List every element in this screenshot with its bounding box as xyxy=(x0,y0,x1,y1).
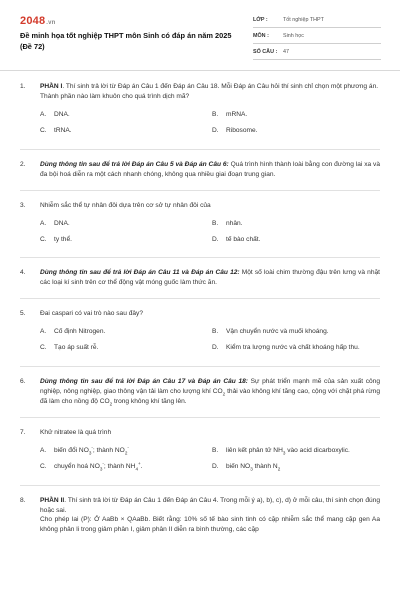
question-number: 2. xyxy=(20,160,26,168)
option-c[interactable]: C. Tạo áp suất rễ. xyxy=(40,344,99,352)
options xyxy=(40,215,380,247)
meta-label: LỚP : xyxy=(253,17,268,24)
option-a[interactable]: A. biến đổi $NO_3^-$; thành $NO_2^-$ xyxy=(40,444,129,456)
page-header xyxy=(0,0,400,70)
question-number: 6. xyxy=(20,378,26,386)
options xyxy=(40,443,380,475)
question-number: 7. xyxy=(20,428,26,436)
question-text: Nhiễm sắc thể tự nhân đôi dựa trên cơ sở tự nhân đôi của xyxy=(40,201,211,209)
document-meta xyxy=(253,14,381,62)
question-5 xyxy=(0,309,400,356)
question-list xyxy=(0,82,400,535)
meta-value: Sinh học xyxy=(283,33,304,40)
question-8 xyxy=(0,496,400,536)
question-text: Dùng thông tin sau để trả lời Đáp án Câu 17 và Đáp án Câu 18: Sự phát triển mạnh mẽ của sản xuất công nghiệp, nông nghiệp, giao thông vận tải làm cho lượng khí $CO_2$ thải vào không khí tăng cao, cộng với chặt phá rừng đã làm cho nồng độ $CO_2$ trong không khí tăng lên. xyxy=(40,378,380,407)
question-7 xyxy=(0,428,400,475)
option-a[interactable]: A. DNA. xyxy=(40,110,70,118)
option-c[interactable]: C. ty thể. xyxy=(40,235,72,243)
option-c[interactable]: C. chuyển hoá $NO_3^-$; thành $NH_4^+$. xyxy=(40,460,143,472)
question-prompt: Cho phép lai (P): Ở AaBb × QAaBb. Biết rằng: 10% số tế bào sinh tinh có cặp nhiễm sắc thể mang cặp gen Aa không phân li trong giảm phân I, giảm phân II diễn ra bình thường, các cặp xyxy=(40,516,380,534)
options xyxy=(40,324,380,356)
question-text: Dùng thông tin sau để trả lời Đáp án Câu 5 và Đáp án Câu 6: Quá trình hình thành loài bằng con đường lai xa và đa bội hoá diễn ra một cách nhanh chóng, không qua nhiều giai đoạn trung gian. xyxy=(40,160,380,178)
question-text: Khử nitratee là quá trình xyxy=(40,428,112,436)
question-number: 8. xyxy=(20,496,26,504)
header-divider xyxy=(0,70,400,71)
option-d[interactable]: D. biến $NO_3$ thành $N_2$ xyxy=(212,462,281,472)
meta-label: SỐ CÂU : xyxy=(253,49,278,56)
site-logo[interactable]: 2048.vn xyxy=(20,15,56,27)
option-c[interactable]: C. tRNA. xyxy=(40,126,72,134)
question-number: 3. xyxy=(20,201,26,209)
meta-value: 47 xyxy=(283,49,289,56)
divider xyxy=(20,366,380,367)
meta-row-class xyxy=(253,14,381,28)
option-d[interactable]: D. Ribosome. xyxy=(212,126,258,134)
question-4 xyxy=(0,268,400,288)
divider xyxy=(20,485,380,486)
question-2 xyxy=(0,160,400,180)
option-d[interactable]: D. tế bào chất. xyxy=(212,235,261,243)
option-d[interactable]: D. Kiểm tra lượng nước và chất khoáng hấp thu. xyxy=(212,344,360,352)
meta-label: MÔN : xyxy=(253,33,269,40)
meta-value: Tốt nghiệp THPT xyxy=(283,17,324,24)
option-b[interactable]: B. nhân. xyxy=(212,219,243,227)
question-text: Đai caspari có vai trò nào sau đây? xyxy=(40,310,143,318)
option-a[interactable]: A. Cố định Nitrogen. xyxy=(40,328,106,336)
question-number: 4. xyxy=(20,269,26,277)
document-title: Đề minh họa tốt nghiệp THPT môn Sinh có đáp án năm 2025 (Đề 72) xyxy=(20,31,232,51)
question-text: PHẦN II. Thí sinh trả lời từ Đáp án Câu 1 đến Đáp án Câu 4. Trong mỗi ý a), b), c), d) ở mỗi câu, thí sinh chọn đúng hoặc sai. xyxy=(40,496,380,514)
question-3 xyxy=(0,201,400,248)
question-text: Dùng thông tin sau để trả lời Đáp án Câu 11 và Đáp án Câu 12: Một số loài chim thường đậu trên lưng và nhặt các loại kí sinh trên cơ thể động vật móng guốc làm thức ăn. xyxy=(40,269,380,287)
divider xyxy=(20,417,380,418)
divider xyxy=(20,298,380,299)
question-prompt: Thành phần nào làm khuôn cho quá trình dịch mã? xyxy=(40,92,190,100)
question-number: 5. xyxy=(20,310,26,318)
option-b[interactable]: B. mRNA. xyxy=(212,110,248,118)
meta-row-count xyxy=(253,46,381,60)
option-b[interactable]: B. liên kết phân tử $NH_3$ vào acid dicarboxylic. xyxy=(212,446,350,456)
divider xyxy=(20,149,380,150)
option-b[interactable]: B. Vận chuyển nước và muối khoáng. xyxy=(212,328,329,336)
question-text: PHẦN I. Thí sinh trả lời từ Đáp án Câu 1 đến Đáp án Câu 18. Mỗi Đáp án Câu hỏi thí sinh chỉ chọn một phương án. xyxy=(40,83,379,90)
meta-row-subject xyxy=(253,30,381,44)
divider xyxy=(20,190,380,191)
options xyxy=(40,107,380,139)
divider xyxy=(20,257,380,258)
question-number: 1. xyxy=(20,83,26,90)
question-6 xyxy=(0,377,400,407)
option-a[interactable]: A. DNA. xyxy=(40,219,70,227)
question-1 xyxy=(0,82,400,139)
